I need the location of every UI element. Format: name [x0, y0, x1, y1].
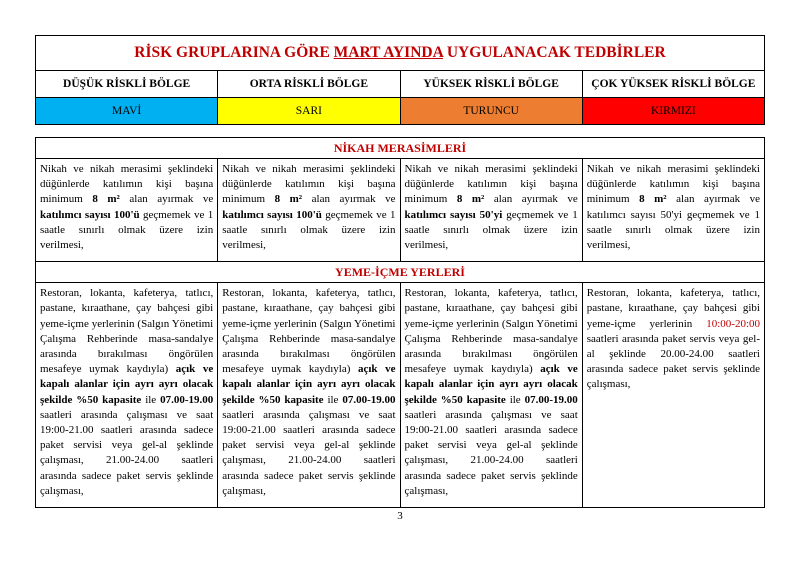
page-number: 3	[397, 510, 403, 522]
yeme-cell-very-high: Restoran, lokanta, kafeterya, tatlıcı, pastane, kıraathane, çay bahçesi gibi yeme-içme yerlerinin 10:00-20:00 saatleri arasında paket servis veya gel-al şeklinde 20.00-24.00 saatleri arasında sadece paket servis şeklinde çalışması,	[582, 283, 764, 508]
nikah-cell-high: Nikah ve nikah merasimi şeklindeki düğünlerde katılımın kişi başına minimum 8 m² alan ayırmak ve katılımcı sayısı 50'yi geçmemek ve 1 saatle sınırlı olmak üzere izin verilmesi,	[400, 159, 582, 262]
title-post: UYGULANACAK TEDBİRLER	[442, 44, 666, 61]
section-heading-nikah: NİKAH MERASİMLERİ	[36, 138, 765, 159]
group-label-high: YÜKSEK RİSKLİ BÖLGE	[400, 71, 582, 98]
group-color-medium: SARI	[218, 98, 400, 125]
nikah-cell-very-high: Nikah ve nikah merasimi şeklindeki düğünlerde katılımın kişi başına minimum 8 m² alan ayırmak ve katılımcı sayısı 50'yi geçmemek ve 1 saatle sınırlı olmak üzere izin verilmesi,	[582, 159, 764, 262]
group-color-high: TURUNCU	[400, 98, 582, 125]
section-heading-yeme-icme: YEME-İÇME YERLERİ	[36, 262, 765, 283]
group-label-medium: ORTA RİSKLİ BÖLGE	[218, 71, 400, 98]
group-color-very-high: KIRMIZI	[582, 98, 764, 125]
yeme-cell-high: Restoran, lokanta, kafeterya, tatlıcı, pastane, kıraathane, çay bahçesi gibi yeme-içme yerlerinin (Salgın Yönetimi Çalışma Rehberinde masa-sandalye arasında bırakılması öngörülen mesafeye uymak kaydıyla) açık ve kapalı alanlar için ayrı ayrı olacak şekilde %50 kapasite ile 07.00-19.00 saatleri arasında çalışması ve saat 19:00-21.00 saatleri arasında sadece paket servisi veya gel-al şeklinde çalışması, 21.00-24.00 saatleri arasında sadece paket servis şeklinde çalışması,	[400, 283, 582, 508]
yeme-cell-medium: Restoran, lokanta, kafeterya, tatlıcı, pastane, kıraathane, çay bahçesi gibi yeme-içme yerlerinin (Salgın Yönetimi Çalışma Rehberinde masa-sandalye arasında bırakılması öngörülen mesafeye uymak kaydıyla) açık ve kapalı alanlar için ayrı ayrı olacak şekilde %50 kapasite ile 07.00-19.00 saatleri arasında çalışması ve saat 19:00-21.00 saatleri arasında sadece paket servisi veya gel-al şeklinde çalışması, 21.00-24.00 saatleri arasında sadece paket servis şeklinde çalışması,	[218, 283, 400, 508]
measures-table	[35, 137, 765, 508]
group-color-low: MAVİ	[36, 98, 218, 125]
nikah-cell-low: Nikah ve nikah merasimi şeklindeki düğünlerde katılımın kişi başına minimum 8 m² alan ayırmak ve katılımcı sayısı 100'ü geçmemek ve 1 saatle sınırlı olmak üzere izin verilmesi,	[36, 159, 218, 262]
nikah-cell-medium: Nikah ve nikah merasimi şeklindeki düğünlerde katılımın kişi başına minimum 8 m² alan ayırmak ve katılımcı sayısı 100'ü geçmemek ve 1 saatle sınırlı olmak üzere izin verilmesi,	[218, 159, 400, 262]
group-label-very-high: ÇOK YÜKSEK RİSKLİ BÖLGE	[582, 71, 764, 98]
title-underlined: MART AYINDA	[333, 44, 443, 61]
page-title	[36, 36, 765, 71]
title-pre: RİSK GRUPLARINA GÖRE	[134, 44, 334, 61]
risk-group-header-table	[35, 35, 765, 125]
yeme-cell-low: Restoran, lokanta, kafeterya, tatlıcı, pastane, kıraathane, çay bahçesi gibi yeme-içme yerlerinin (Salgın Yönetimi Çalışma Rehberinde masa-sandalye arasında bırakılması öngörülen mesafeye uymak kaydıyla) açık ve kapalı alanlar için ayrı ayrı olacak şekilde %50 kapasite ile 07.00-19.00 saatleri arasında çalışması ve saat 19:00-21.00 saatleri arasında sadece paket servisi veya gel-al şeklinde çalışması, 21.00-24.00 saatleri arasında sadece paket servis şeklinde çalışması,	[36, 283, 218, 508]
group-label-low: DÜŞÜK RİSKLİ BÖLGE	[36, 71, 218, 98]
